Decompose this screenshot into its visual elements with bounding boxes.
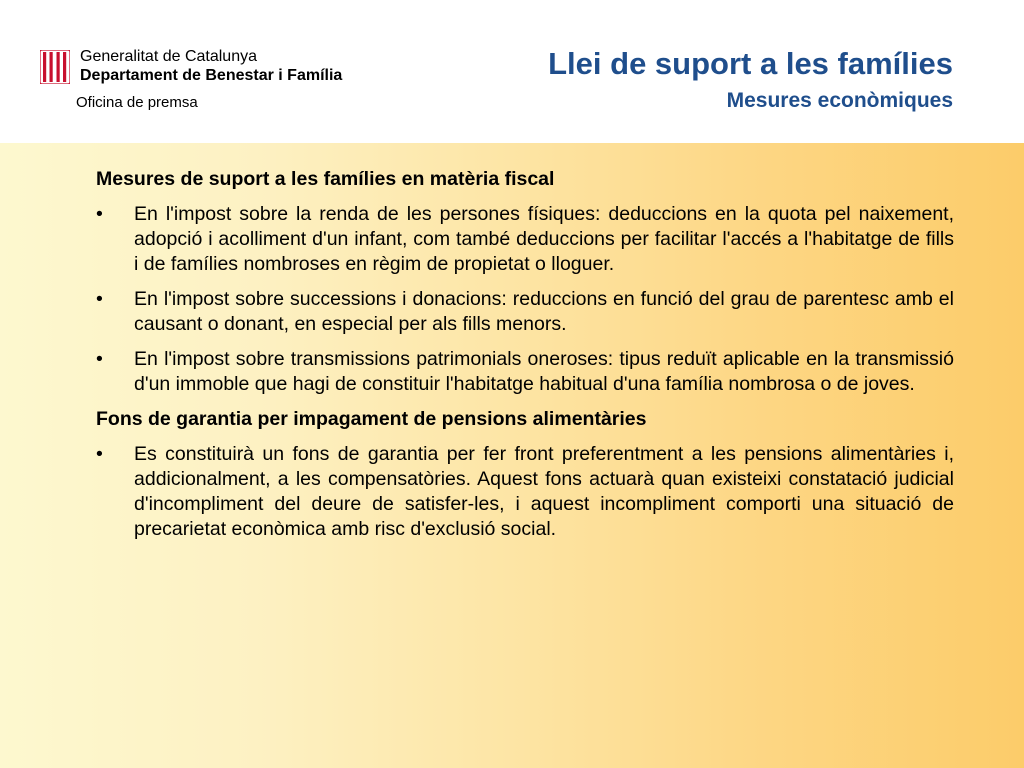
org-name: Generalitat de Catalunya xyxy=(80,48,257,65)
bullet-icon: • xyxy=(96,288,103,310)
page-title: Llei de suport a les famílies xyxy=(548,46,953,81)
bullet-text: En l'impost sobre successions i donacions: reduccions en funció del grau de parentesc amb el causant o donant, en especial per als fills menors. xyxy=(134,288,954,335)
catalan-flag-icon xyxy=(40,50,70,84)
header xyxy=(0,0,1024,143)
section-heading-fiscal: Mesures de suport a les famílies en matèria fiscal xyxy=(96,168,555,190)
list-item xyxy=(96,347,954,397)
list-item xyxy=(96,287,954,337)
bullet-icon: • xyxy=(96,203,103,225)
page-subtitle: Mesures econòmiques xyxy=(726,89,953,112)
slide-content xyxy=(96,167,954,552)
bullet-icon: • xyxy=(96,348,103,370)
bullet-text: Es constituirà un fons de garantia per fer front preferentment a les pensions alimentàries i, addicionalment, a les compensatòries. Aquest fons actuarà quan existeixi constatació judicial d'incompliment del deure de satisfer-les, i aquest incompliment comporti una situació de precarietat econòmica amb risc d'exclusió social. xyxy=(134,443,954,540)
press-office-label: Oficina de premsa xyxy=(76,94,198,111)
bullet-text: En l'impost sobre transmissions patrimonials oneroses: tipus reduït aplicable en la transmissió d'un immoble que hagi de constituir l'habitatge habitual d'una família nombrosa o de joves. xyxy=(134,348,954,395)
bullet-text: En l'impost sobre la renda de les persones físiques: deduccions en la quota pel naixement, adopció i acolliment d'un infant, com també deduccions per facilitar l'accés a l'habitatge de fills i de famílies nombroses en règim de propietat o lloguer. xyxy=(134,203,954,275)
department-name: Departament de Benestar i Família xyxy=(80,67,343,84)
section-heading-fund: Fons de garantia per impagament de pensions alimentàries xyxy=(96,408,647,430)
list-item xyxy=(96,442,954,542)
list-item xyxy=(96,202,954,277)
bullet-icon: • xyxy=(96,443,103,465)
